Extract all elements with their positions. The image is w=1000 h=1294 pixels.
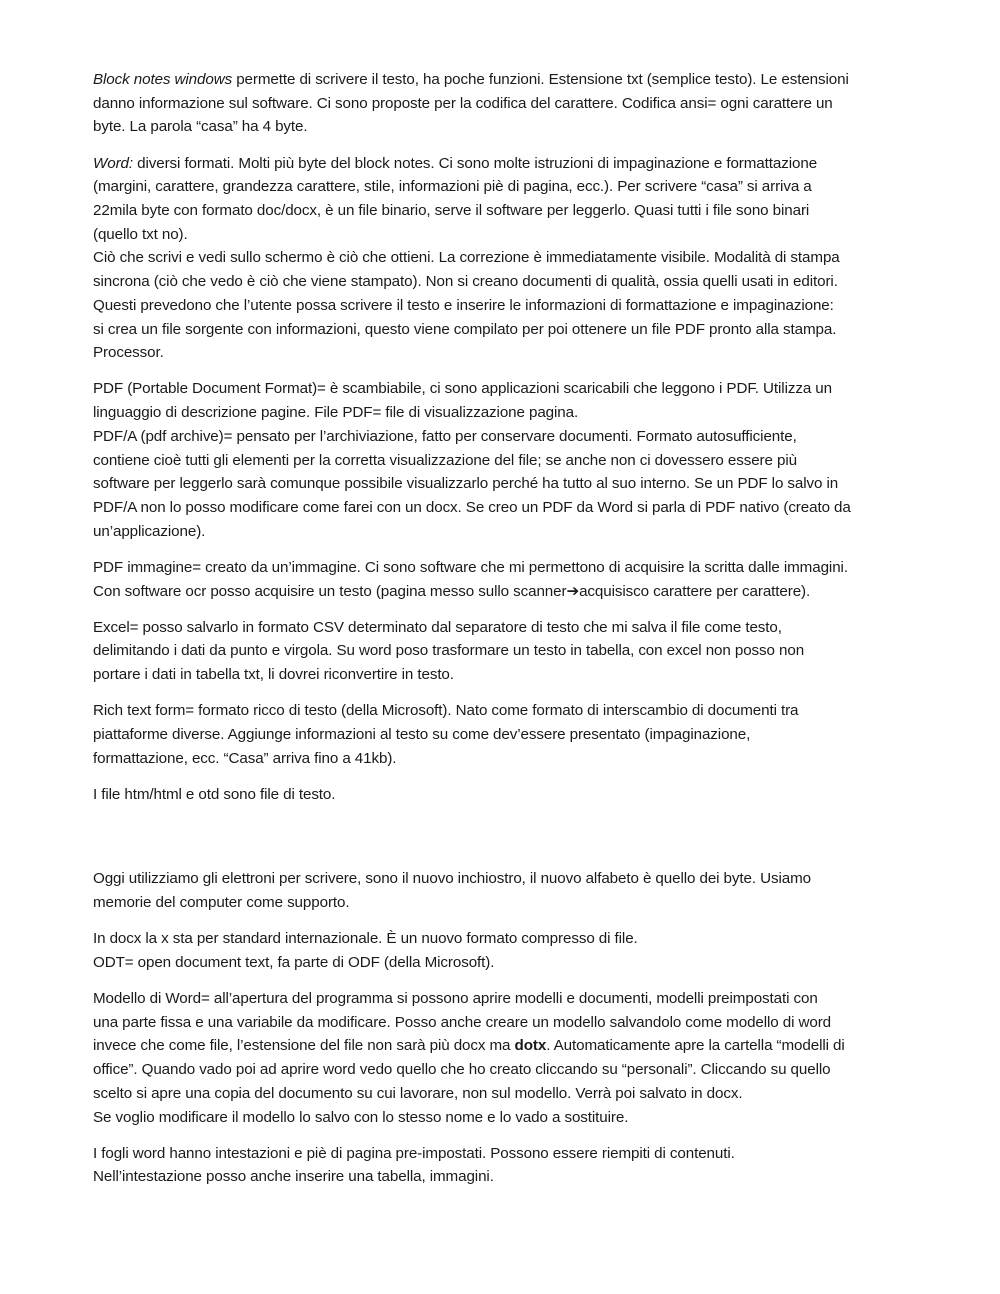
paragraph-block-notes	[93, 68, 933, 139]
paragraph-word	[93, 152, 933, 365]
text-line: Questi prevedono che l’utente possa scrivere il testo e inserire le informazioni di formattazione e impaginazione:	[93, 296, 834, 314]
text-line: I fogli word hanno intestazioni e piè di pagina pre-impostati. Possono essere riempiti di contenuti.	[93, 1144, 735, 1162]
text-line: formattazione, ecc. “Casa” arriva fino a 41kb).	[93, 749, 397, 767]
text-line: invece che come file, l’estensione del file non sarà più docx ma	[93, 1037, 515, 1055]
text-line: permette di scrivere il testo, ha poche funzioni. Estensione txt (semplice testo). Le estensioni	[232, 71, 849, 88]
text-line: 22mila byte con formato doc/docx, è un file binario, serve il software per leggerlo. Quasi tutti i file sono binari	[93, 202, 810, 220]
text-line: I file htm/html e otd sono file di testo.	[93, 785, 336, 803]
italic-term: Block notes windows	[93, 71, 233, 88]
text-line: software per leggerlo sarà comunque possibile visualizzarlo perché ha tutto al suo interno. Se un PDF lo salvo in	[93, 475, 839, 493]
text-line: Con software ocr posso acquisire un testo (pagina messo sullo scanner➔acquisisco carattere per carattere).	[93, 582, 811, 600]
paragraph-modello-word	[93, 987, 933, 1129]
text-line: Processor.	[93, 344, 164, 362]
text-line: un’applicazione).	[93, 522, 206, 540]
text-line: portare i dati in tabella txt, li dovrei riconvertire in testo.	[93, 666, 454, 684]
paragraph-excel	[93, 616, 933, 687]
text-line: diversi formati. Molti più byte del block notes. Ci sono molte istruzioni di impaginazione e formattazione	[133, 154, 818, 172]
paragraph-docx	[93, 927, 933, 974]
text-line: linguaggio di descrizione pagine. File PDF= file di visualizzazione pagina.	[93, 404, 579, 422]
text-line: In docx la x sta per standard internazionale. È un nuovo formato compresso di file.	[93, 930, 638, 948]
document-page	[93, 68, 933, 1202]
text-line: Rich text form= formato ricco di testo (della Microsoft). Nato come formato di interscambio di documenti tra	[93, 702, 799, 720]
bold-term: dotx	[514, 1037, 547, 1055]
text-line: Ciò che scrivi e vedi sullo schermo è ciò che ottieni. La correzione è immediatamente visibile. Modalità di stampa	[93, 249, 840, 267]
paragraph-html	[93, 783, 933, 807]
text-line: piattaforme diverse. Aggiunge informazioni al testo su come dev’essere presentato (impaginazione,	[93, 726, 751, 744]
paragraph-fogli-word	[93, 1142, 933, 1189]
text-line: office”. Quando vado poi ad aprire word vedo quello che ho creato cliccando su “personali”. Cliccando su quello	[93, 1061, 831, 1079]
text-line: Nell’intestazione posso anche inserire una tabella, immagini.	[93, 1168, 494, 1186]
text-line: (margini, carattere, grandezza carattere, stile, informazioni piè di pagina, ecc.). Per scrivere “casa” si arriva a	[93, 178, 812, 196]
text-line: PDF/A non lo posso modificare come farei con un docx. Se creo un PDF da Word si parla di PDF nativo (creato da	[93, 498, 851, 516]
text-line: sincrona (ciò che vedo è ciò che viene stampato). Non si creano documenti di qualità, ossia quelli usati in editori.	[93, 273, 838, 291]
text-line: PDF/A (pdf archive)= pensato per l’archiviazione, fatto per conservare documenti. Formato autosufficiente,	[93, 427, 797, 445]
italic-term: Word:	[93, 154, 134, 172]
text-line: Modello di Word= all’apertura del programma si possono aprire modelli e documenti, modelli preimpostati con	[93, 990, 818, 1007]
text-line: Excel= posso salvarlo in formato CSV determinato dal separatore di testo che mi salva il file come testo,	[93, 618, 782, 636]
blank-space	[93, 819, 933, 867]
paragraph-pdf-immagine	[93, 556, 933, 603]
text-line: (quello txt no).	[93, 225, 188, 243]
text-line: ODT= open document text, fa parte di ODF (della Microsoft).	[93, 953, 495, 971]
paragraph-rich-text	[93, 699, 933, 770]
paragraph-pdf	[93, 377, 933, 543]
text-line: scelto si apre una copia del documento su cui lavorare, non sul modello. Verrà poi salvato in docx.	[93, 1084, 743, 1102]
text-line: danno informazione sul software. Ci sono proposte per la codifica del carattere. Codifica ansi= ogni carattere un	[93, 94, 833, 112]
text-line: PDF (Portable Document Format)= è scambiabile, ci sono applicazioni scaricabili che leggono i PDF. Utilizza un	[93, 380, 833, 398]
text-line: contiene cioè tutti gli elementi per la corretta visualizzazione del file; se anche non ci dovessero essere più	[93, 451, 797, 469]
text-line: . Automaticamente apre la cartella “modelli di	[546, 1037, 845, 1055]
text-line: byte. La parola “casa” ha 4 byte.	[93, 118, 308, 136]
text-line: si crea un file sorgente con informazioni, questo viene compilato per poi ottenere un file PDF pronto alla stampa.	[93, 320, 837, 338]
text-line: PDF immagine= creato da un’immagine. Ci sono software che mi permettono di acquisire la scritta dalle immagini.	[93, 558, 848, 576]
paragraph-elettroni	[93, 867, 933, 914]
text-line: Oggi utilizziamo gli elettroni per scrivere, sono il nuovo inchiostro, il nuovo alfabeto è quello dei byte. Usiamo	[93, 870, 811, 888]
text-line: Se voglio modificare il modello lo salvo con lo stesso nome e lo vado a sostituire.	[93, 1108, 629, 1126]
text-line: memorie del computer come supporto.	[93, 893, 350, 911]
text-line: delimitando i dati da punto e virgola. Su word poso trasformare un testo in tabella, con excel non posso non	[93, 642, 805, 660]
text-line: una parte fissa e una variabile da modificare. Posso anche creare un modello salvandolo come modello di word	[93, 1013, 832, 1031]
